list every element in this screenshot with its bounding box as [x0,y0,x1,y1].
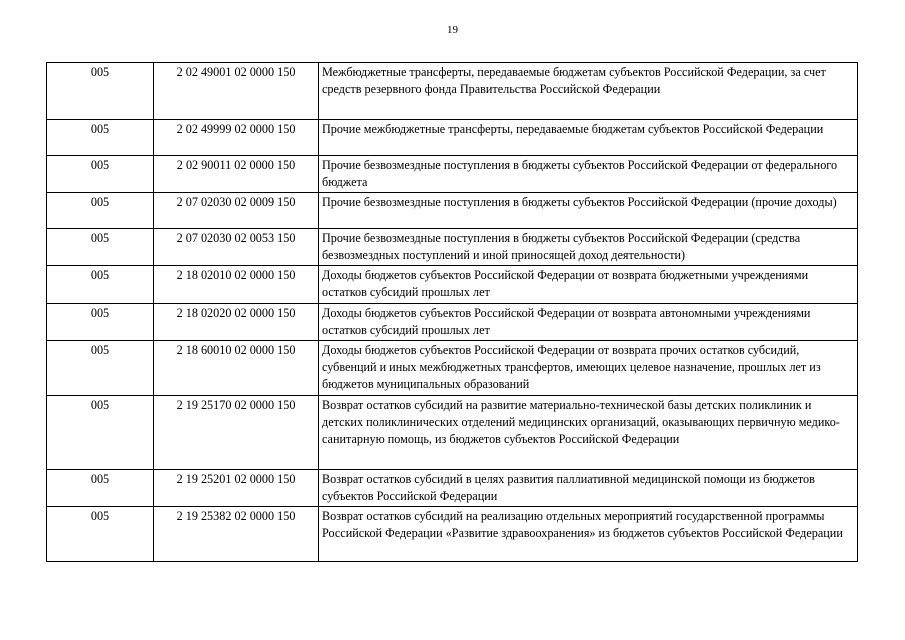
table-row [47,266,858,304]
admin-code-cell: 005 [47,396,154,470]
budget-code-cell: 2 19 25170 02 0000 150 [154,396,319,470]
table-row [47,156,858,193]
admin-code-cell: 005 [47,341,154,396]
table-row [47,470,858,507]
table-row [47,304,858,341]
description-cell: Возврат остатков субсидий в целях развития паллиативной медицинской помощи из бюджетов субъектов Российской Федерации [319,470,858,507]
description-cell: Межбюджетные трансферты, передаваемые бюджетам субъектов Российской Федерации, за счет средств резервного фонда Правительства Российской Федерации [319,63,858,120]
budget-code-cell: 2 18 02020 02 0000 150 [154,304,319,341]
budget-code-cell: 2 02 90011 02 0000 150 [154,156,319,193]
budget-code-cell: 2 19 25201 02 0000 150 [154,470,319,507]
page-number: 19 [447,24,458,36]
description-cell: Доходы бюджетов субъектов Российской Федерации от возврата автономными учреждениями остатков субсидий прошлых лет [319,304,858,341]
admin-code-cell: 005 [47,507,154,562]
description-cell: Прочие безвозмездные поступления в бюджеты субъектов Российской Федерации (прочие доходы) [319,193,858,229]
budget-code-cell: 2 07 02030 02 0053 150 [154,229,319,266]
table-row [47,341,858,396]
description-cell: Возврат остатков субсидий на развитие материально-технической базы детских поликлиник и детских поликлинических отделений медицинских организаций, оказывающих первичную медико-санитарную помощь, из бюджетов субъектов Российской Федерации [319,396,858,470]
table-row [47,229,858,266]
table-row [47,193,858,229]
admin-code-cell: 005 [47,266,154,304]
description-cell: Доходы бюджетов субъектов Российской Федерации от возврата бюджетными учреждениями остатков субсидий прошлых лет [319,266,858,304]
budget-code-cell: 2 02 49999 02 0000 150 [154,120,319,156]
budget-code-cell: 2 18 60010 02 0000 150 [154,341,319,396]
admin-code-cell: 005 [47,156,154,193]
admin-code-cell: 005 [47,470,154,507]
description-cell: Возврат остатков субсидий на реализацию отдельных мероприятий государственной программы Российской Федерации «Развитие здравоохранения» из бюджетов субъектов Российской Федерации [319,507,858,562]
budget-code-cell: 2 19 25382 02 0000 150 [154,507,319,562]
budget-code-cell: 2 07 02030 02 0009 150 [154,193,319,229]
description-cell: Прочие безвозмездные поступления в бюджеты субъектов Российской Федерации (средства безвозмездных поступлений и иной приносящей доход деятельности) [319,229,858,266]
description-cell: Прочие межбюджетные трансферты, передаваемые бюджетам субъектов Российской Федерации [319,120,858,156]
table-row [47,63,858,120]
budget-code-cell: 2 02 49001 02 0000 150 [154,63,319,120]
table-row [47,120,858,156]
admin-code-cell: 005 [47,229,154,266]
admin-code-cell: 005 [47,63,154,120]
budget-codes-table [46,62,858,562]
table-row [47,396,858,470]
admin-code-cell: 005 [47,304,154,341]
description-cell: Прочие безвозмездные поступления в бюджеты субъектов Российской Федерации от федерального бюджета [319,156,858,193]
admin-code-cell: 005 [47,120,154,156]
table-row [47,507,858,562]
description-cell: Доходы бюджетов субъектов Российской Федерации от возврата прочих остатков субсидий, субвенций и иных межбюджетных трансфертов, имеющих целевое назначение, прошлых лет из бюджетов муниципальных образований [319,341,858,396]
budget-code-cell: 2 18 02010 02 0000 150 [154,266,319,304]
admin-code-cell: 005 [47,193,154,229]
